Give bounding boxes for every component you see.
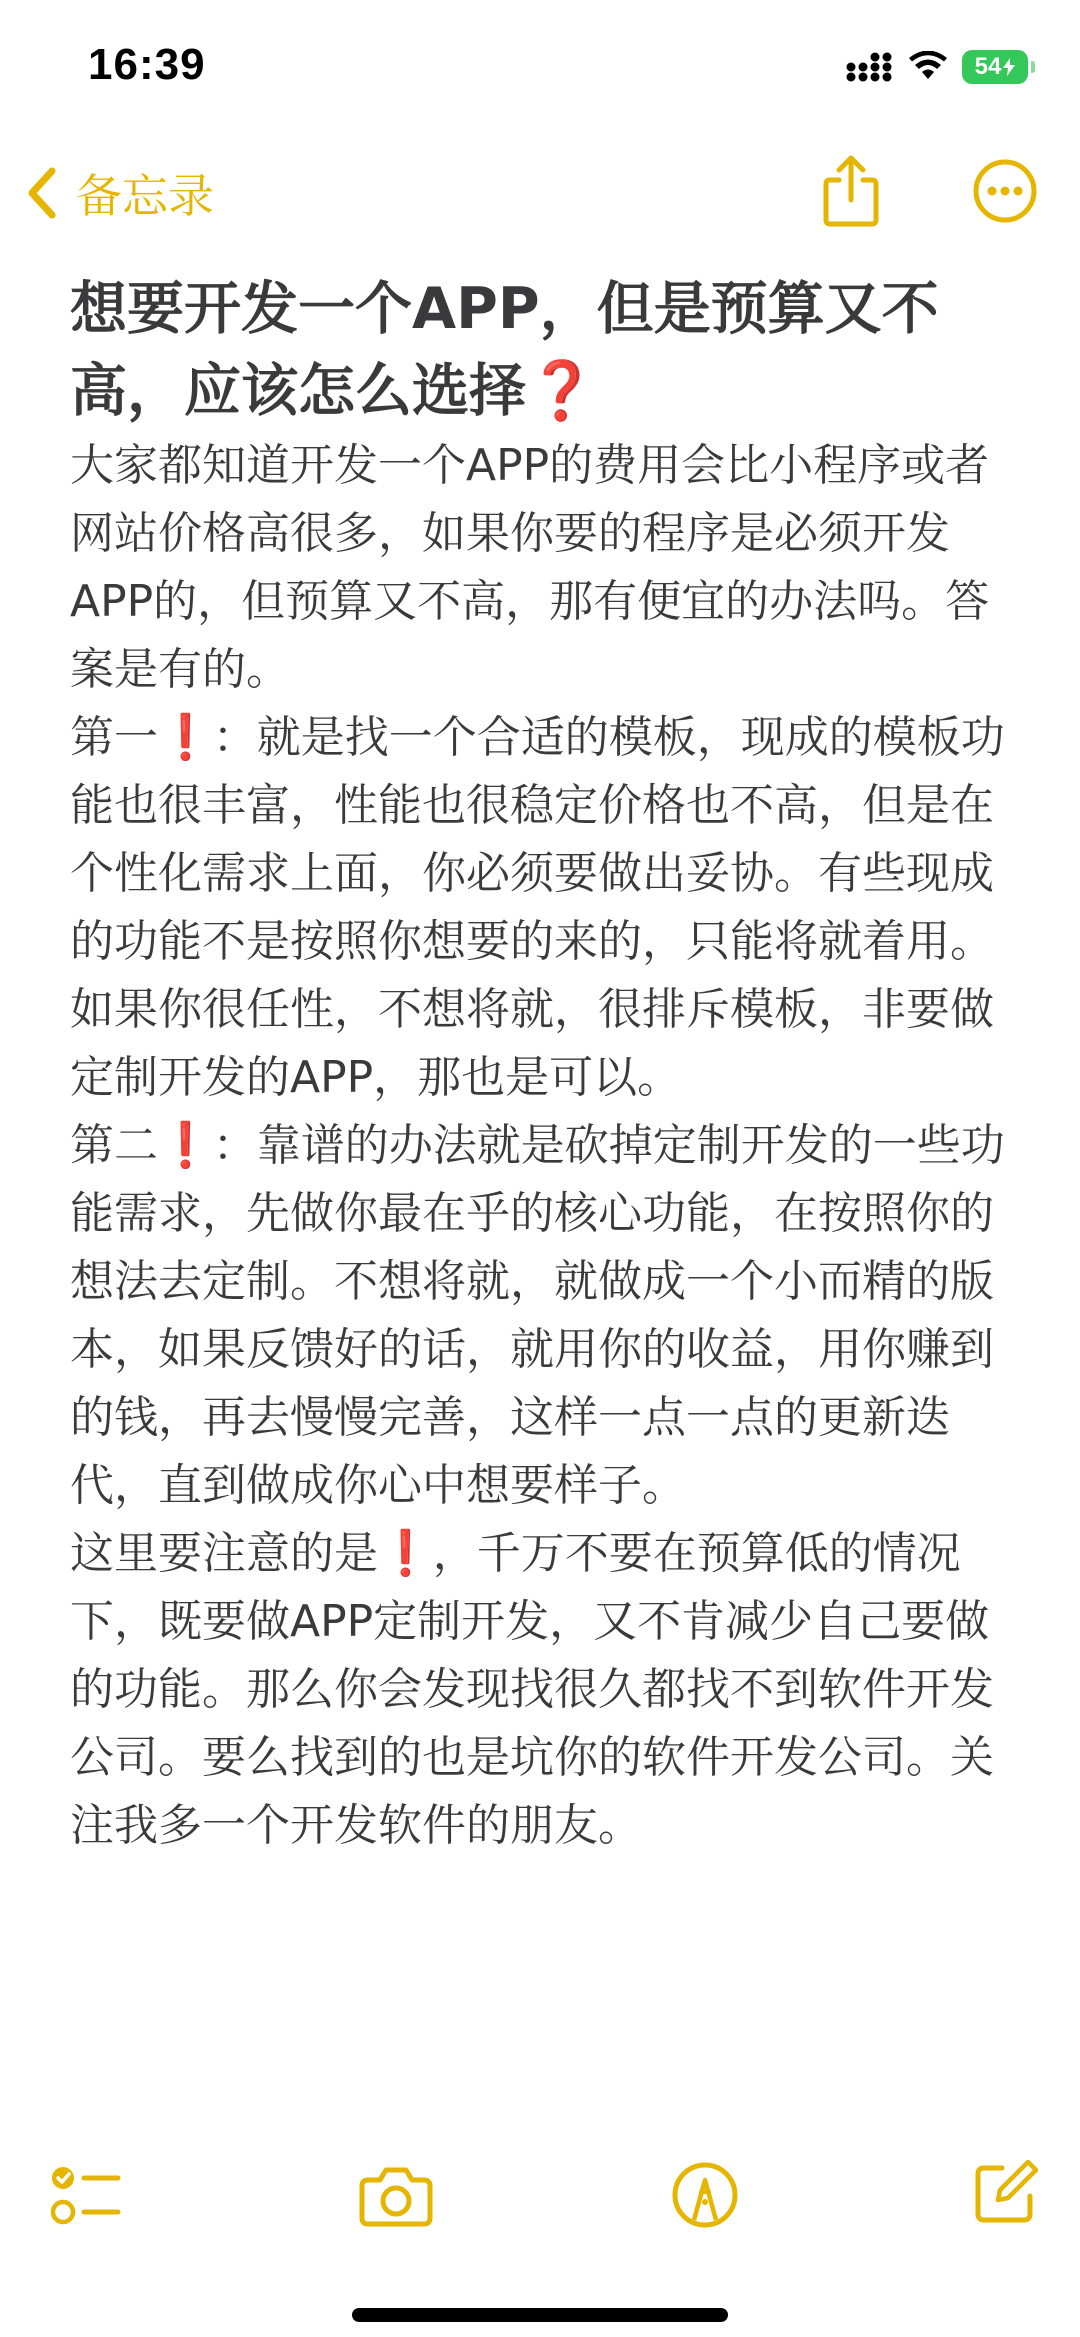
status-bar [0, 0, 1080, 130]
paragraph-note [70, 1520, 1020, 1860]
checklist-button[interactable] [50, 2160, 122, 2236]
note-content[interactable] [70, 268, 1020, 1860]
note-body[interactable] [70, 432, 1020, 1860]
paragraph-note-lead: 这里要注意的是 [70, 1528, 378, 1579]
paragraph-note-text: ，千万不要在预算低的情况下，既要做APP定制开发，又不肯减少自己要做的功能。那么你会发现找很久都找不到软件开发公司。要么找到的也是坑你的软件开发公司。关注我多一个开发软件的朋友。 [70, 1528, 994, 1851]
paragraph-intro: 大家都知道开发一个APP的费用会比小程序或者网站价格高很多，如果你要的程序是必须开发APP的，但预算又不高，那有便宜的办法吗。答案是有的。 [70, 440, 990, 695]
checklist-icon [50, 2160, 122, 2232]
exclamation-mark-emoji: ❗ [158, 712, 213, 763]
paragraph-first-lead: 第一 [70, 712, 158, 763]
charging-bolt-icon [1003, 58, 1015, 76]
compose-icon [972, 2160, 1038, 2226]
status-time: 16:39 [88, 40, 206, 89]
home-indicator[interactable] [352, 2308, 728, 2322]
share-button[interactable] [822, 154, 880, 232]
exclamation-mark-emoji: ❗ [158, 1120, 213, 1171]
paragraph-first [70, 704, 1020, 1112]
chevron-left-icon [24, 163, 60, 223]
back-label: 备忘录 [76, 169, 214, 223]
paragraph-second-text: ：靠谱的办法就是砍掉定制开发的一些功能需求，先做你最在乎的核心功能，在按照你的想法去定制。不想将就，就做成一个小而精的版本，如果反馈好的话，就用你的收益，用你赚到的钱，再去慢慢完善，这样一点一点的更新迭代，直到做成你心中想要样子。 [70, 1120, 1005, 1511]
camera-button[interactable] [358, 2164, 434, 2232]
camera-icon [358, 2164, 434, 2228]
note-title[interactable] [70, 268, 1020, 432]
share-icon [822, 154, 880, 228]
paragraph-first-text: ：就是找一个合适的模板，现成的模板功能也很丰富，性能也很稳定价格也不高，但是在个性化需求上面，你必须要做出妥协。有些现成的功能不是按照你想要的来的，只能将就着用。如果你很任性，不想将就，很排斥模板，非要做定制开发的APP，那也是可以。 [70, 712, 1005, 1103]
status-icons [846, 50, 1028, 84]
markup-icon [670, 2160, 740, 2230]
paragraph-second-lead: 第二 [70, 1120, 158, 1171]
signal-icon [846, 51, 894, 83]
markup-button[interactable] [670, 2160, 740, 2234]
more-icon [972, 158, 1038, 224]
exclamation-mark-emoji: ❗ [378, 1528, 433, 1579]
note-title-text: 想要开发一个APP，但是预算又不高，应该怎么选择 [70, 276, 939, 424]
bottom-toolbar [0, 2150, 1080, 2250]
question-mark-emoji: ❓ [526, 358, 597, 424]
nav-bar [0, 140, 1080, 250]
battery-level: 54 [974, 53, 1002, 80]
battery-icon [962, 50, 1028, 84]
more-button[interactable] [972, 158, 1038, 228]
wifi-icon [908, 51, 948, 83]
paragraph-second [70, 1112, 1020, 1520]
compose-button[interactable] [972, 2160, 1038, 2230]
back-button[interactable] [24, 160, 214, 226]
